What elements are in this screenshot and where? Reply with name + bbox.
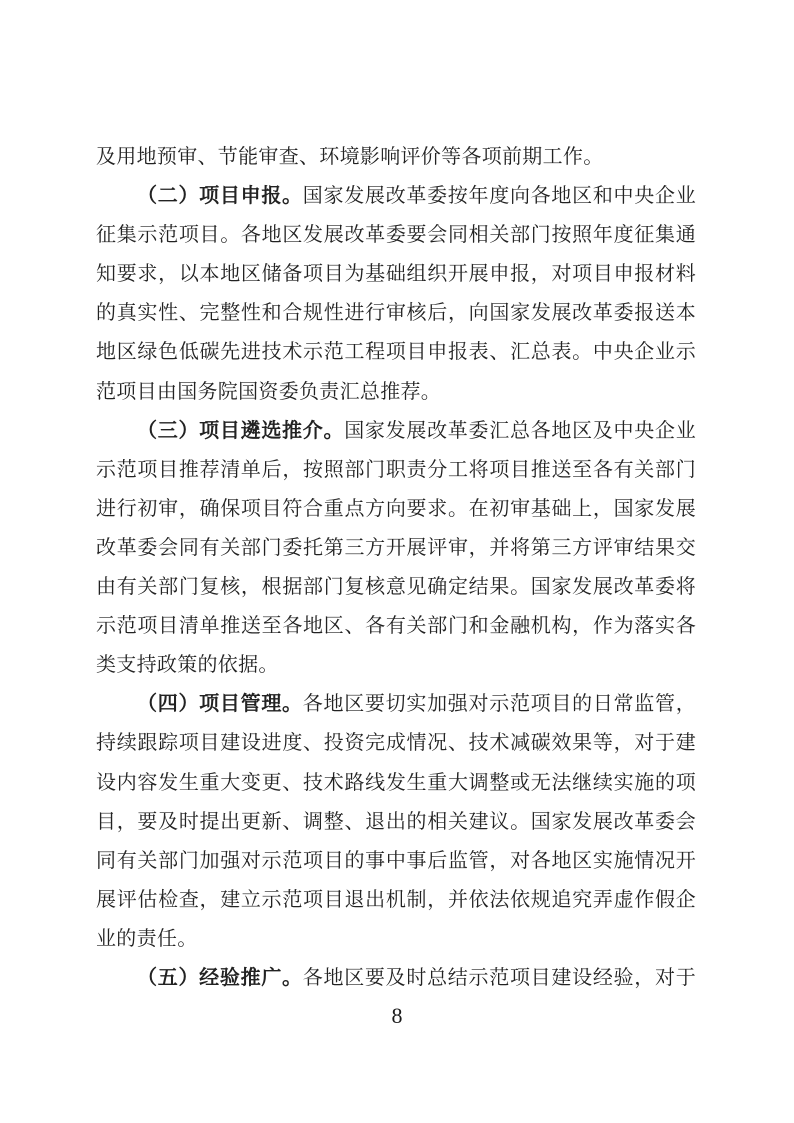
line-text: 展评估检查，建立示范项目退出机制，并依法依规追究弄虚作假企 xyxy=(96,888,696,911)
line-text: 范项目由国务院国资委负责汇总推荐。 xyxy=(96,380,442,403)
line-text: 的真实性、完整性和合规性进行审核后，向国家发展改革委报送本 xyxy=(96,302,696,325)
line-text: 由有关部门复核，根据部门复核意见确定结果。国家发展改革委将 xyxy=(96,576,696,599)
text-line xyxy=(96,646,696,685)
text-line xyxy=(96,451,696,490)
line-text: 类支持政策的依据。 xyxy=(96,654,279,677)
line-text: 示范项目推荐清单后，按照部门职责分工将项目推送至各有关部门 xyxy=(96,458,696,481)
paragraph-heading: （五）经验推广。 xyxy=(137,966,303,989)
text-line xyxy=(96,764,696,803)
paragraph-heading: （二）项目申报。 xyxy=(137,185,303,208)
line-text: 持续跟踪项目建设进度、投资完成情况、技术减碳效果等，对于建 xyxy=(96,732,696,755)
text-line xyxy=(96,373,696,412)
text-line xyxy=(96,803,696,842)
line-text: 及用地预审、节能审查、环境影响评价等各项前期工作。 xyxy=(96,146,604,168)
text-line xyxy=(96,412,696,451)
text-line xyxy=(96,529,696,568)
document-body xyxy=(96,138,696,998)
text-line xyxy=(96,294,696,333)
text-line xyxy=(96,881,696,920)
text-line xyxy=(96,724,696,763)
line-text: 地区绿色低碳先进技术示范工程项目申报表、汇总表。中央企业示 xyxy=(96,341,696,364)
line-text: 国家发展改革委按年度向各地区和中央企业 xyxy=(302,185,696,208)
text-line xyxy=(96,607,696,646)
paragraph-heading: （三）项目遴选推介。 xyxy=(137,419,345,442)
text-line xyxy=(96,333,696,372)
line-text: 业的责任。 xyxy=(96,927,198,950)
line-text: 各地区要切实加强对示范项目的日常监管， xyxy=(302,693,696,716)
line-text: 征集示范项目。各地区发展改革委要会同相关部门按照年度征集通 xyxy=(96,224,696,247)
line-text: 设内容发生重大变更、技术路线发生重大调整或无法继续实施的项 xyxy=(96,771,696,794)
line-text: 目，要及时提出更新、调整、退出的相关建议。国家发展改革委会 xyxy=(96,810,696,833)
text-line xyxy=(96,568,696,607)
paragraph-heading: （四）项目管理。 xyxy=(137,693,303,716)
text-line xyxy=(96,138,696,177)
text-line xyxy=(96,216,696,255)
line-text: 同有关部门加强对示范项目的事中事后监管，对各地区实施情况开 xyxy=(96,849,696,872)
line-text: 进行初审，确保项目符合重点方向要求。在初审基础上，国家发展 xyxy=(96,497,696,520)
text-line xyxy=(96,920,696,959)
line-text: 国家发展改革委汇总各地区及中央企业 xyxy=(344,419,696,442)
text-line xyxy=(96,685,696,724)
text-line xyxy=(96,959,696,998)
line-text: 各地区要及时总结示范项目建设经验，对于 xyxy=(302,966,696,989)
text-line xyxy=(96,255,696,294)
line-text: 知要求，以本地区储备项目为基础组织开展申报，对项目申报材料 xyxy=(96,263,696,286)
page-number: 8 xyxy=(391,1003,403,1028)
text-line xyxy=(96,490,696,529)
line-text: 示范项目清单推送至各地区、各有关部门和金融机构，作为落实各 xyxy=(96,615,696,638)
line-text: 改革委会同有关部门委托第三方开展评审，并将第三方评审结果交 xyxy=(96,536,696,559)
text-line xyxy=(96,177,696,216)
text-line xyxy=(96,842,696,881)
